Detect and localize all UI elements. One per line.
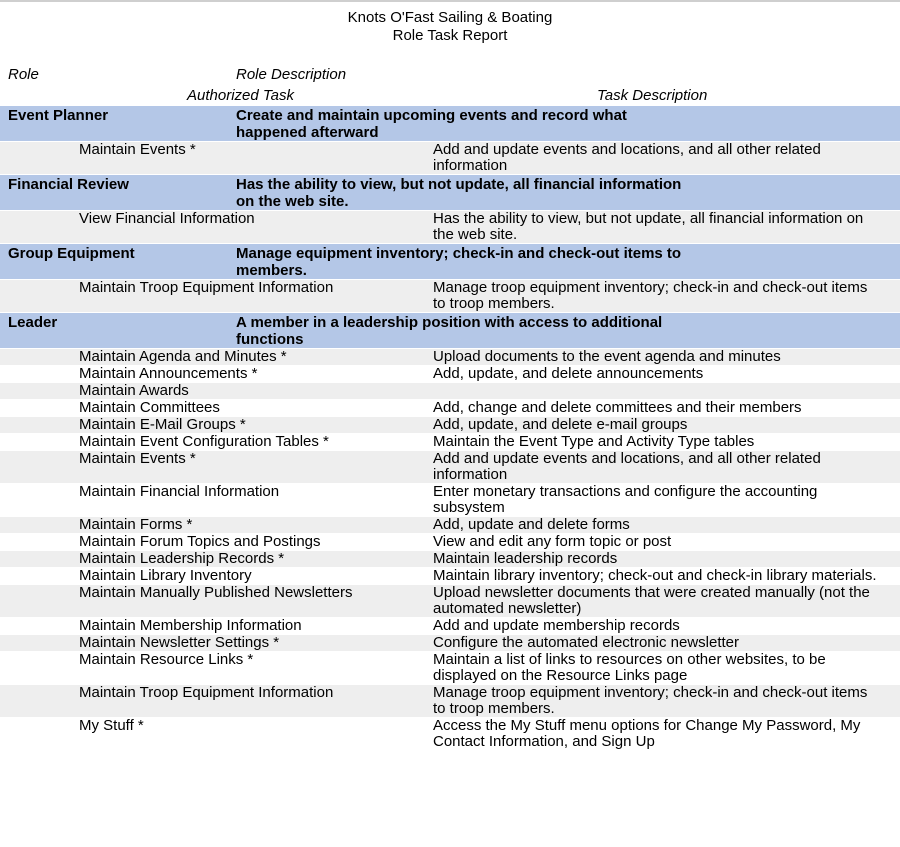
authorized-task: Maintain Announcements * [79, 365, 258, 382]
authorized-task: Maintain Newsletter Settings * [79, 634, 280, 651]
authorized-task: Maintain Library Inventory [79, 567, 252, 584]
task-description: Upload newsletter documents that were created manually (not the automated newsletter) [433, 584, 870, 617]
task-description: View and edit any form topic or post [433, 533, 672, 550]
task-row [0, 617, 900, 634]
task-description: Maintain the Event Type and Activity Type tables [433, 433, 755, 450]
role-description: Has the ability to view, but not update, all financial information on the web site. [236, 176, 682, 210]
task-row [0, 584, 900, 617]
task-row [0, 550, 900, 567]
authorized-task: Maintain Forms * [79, 516, 193, 533]
task-description: Maintain leadership records [433, 550, 618, 567]
authorized-task: Maintain Leadership Records * [79, 550, 285, 567]
task-row [0, 382, 900, 399]
task-description: Maintain a list of links to resources on other websites, to be displayed on the Resource Links page [433, 651, 826, 684]
task-row [0, 684, 900, 717]
task-description: Enter monetary transactions and configure the accounting subsystem [433, 483, 818, 516]
task-row [0, 399, 900, 416]
role-name: Financial Review [8, 176, 129, 193]
role-description: Create and maintain upcoming events and record what happened afterward [236, 107, 627, 141]
task-row [0, 210, 900, 243]
role-name: Leader [8, 314, 58, 331]
task-description: Access the My Stuff menu options for Change My Password, My Contact Information, and Sign Up [433, 717, 861, 750]
role-row [0, 105, 900, 141]
task-row [0, 279, 900, 312]
authorized-task: Maintain Event Configuration Tables * [79, 433, 329, 450]
authorized-task: Maintain Manually Published Newsletters [79, 584, 353, 601]
authorized-task: Maintain Financial Information [79, 483, 280, 500]
authorized-task: Maintain Events * [79, 450, 196, 467]
task-description: Add and update events and locations, and all other related information [433, 450, 821, 483]
authorized-task: My Stuff * [79, 717, 144, 734]
authorized-task: Maintain Events * [79, 141, 196, 158]
task-description: Upload documents to the event agenda and minutes [433, 348, 781, 365]
authorized-task: Maintain Forum Topics and Postings [79, 533, 321, 550]
task-description: Add, update, and delete announcements [433, 365, 704, 382]
task-description: Add, update and delete forms [433, 516, 630, 533]
task-description: Add, update, and delete e-mail groups [433, 416, 688, 433]
authorized-task: Maintain Agenda and Minutes * [79, 348, 287, 365]
task-description: Add and update events and locations, and all other related information [433, 141, 821, 174]
authorized-task: Maintain Awards [79, 382, 189, 399]
task-description: Add, change and delete committees and their members [433, 399, 802, 416]
task-description: Has the ability to view, but not update, all financial information on the web site. [433, 210, 864, 243]
role-name: Group Equipment [8, 245, 135, 262]
authorized-task: Maintain E-Mail Groups * [79, 416, 246, 433]
authorized-task: Maintain Committees [79, 399, 220, 416]
authorized-task: Maintain Troop Equipment Information [79, 684, 334, 701]
role-task-table [0, 105, 900, 750]
authorized-task: View Financial Information [79, 210, 255, 227]
top-border [0, 0, 900, 2]
task-row [0, 483, 900, 516]
header-role: Role [8, 66, 39, 83]
task-description: Maintain library inventory; check-out and check-in library materials. [433, 567, 877, 584]
task-row [0, 433, 900, 450]
report-title: Knots O'Fast Sailing & Boating [347, 9, 553, 26]
header-role-description: Role Description [236, 66, 347, 83]
task-row [0, 567, 900, 584]
task-row [0, 141, 900, 174]
header-task-description: Task Description [597, 87, 708, 104]
task-row [0, 634, 900, 651]
task-row [0, 450, 900, 483]
task-row [0, 533, 900, 550]
role-description: Manage equipment inventory; check-in and check-out items to members. [236, 245, 682, 279]
role-row [0, 243, 900, 279]
role-row [0, 174, 900, 210]
role-row [0, 312, 900, 348]
task-row [0, 348, 900, 365]
authorized-task: Maintain Membership Information [79, 617, 302, 634]
task-row [0, 416, 900, 433]
task-description [433, 383, 878, 399]
report-subtitle: Role Task Report [392, 27, 508, 44]
task-row [0, 365, 900, 382]
task-description: Add and update membership records [433, 617, 680, 634]
task-row [0, 717, 900, 750]
authorized-task: Maintain Resource Links * [79, 651, 254, 668]
role-description: A member in a leadership position with access to additional functions [236, 314, 663, 348]
task-description: Manage troop equipment inventory; check-in and check-out items to troop members. [433, 684, 868, 717]
header-authorized-task: Authorized Task [187, 87, 295, 104]
role-name: Event Planner [8, 107, 109, 124]
task-description: Manage troop equipment inventory; check-in and check-out items to troop members. [433, 279, 868, 312]
task-description: Configure the automated electronic newsletter [433, 634, 740, 651]
task-row [0, 651, 900, 684]
task-row [0, 516, 900, 533]
authorized-task: Maintain Troop Equipment Information [79, 279, 334, 296]
